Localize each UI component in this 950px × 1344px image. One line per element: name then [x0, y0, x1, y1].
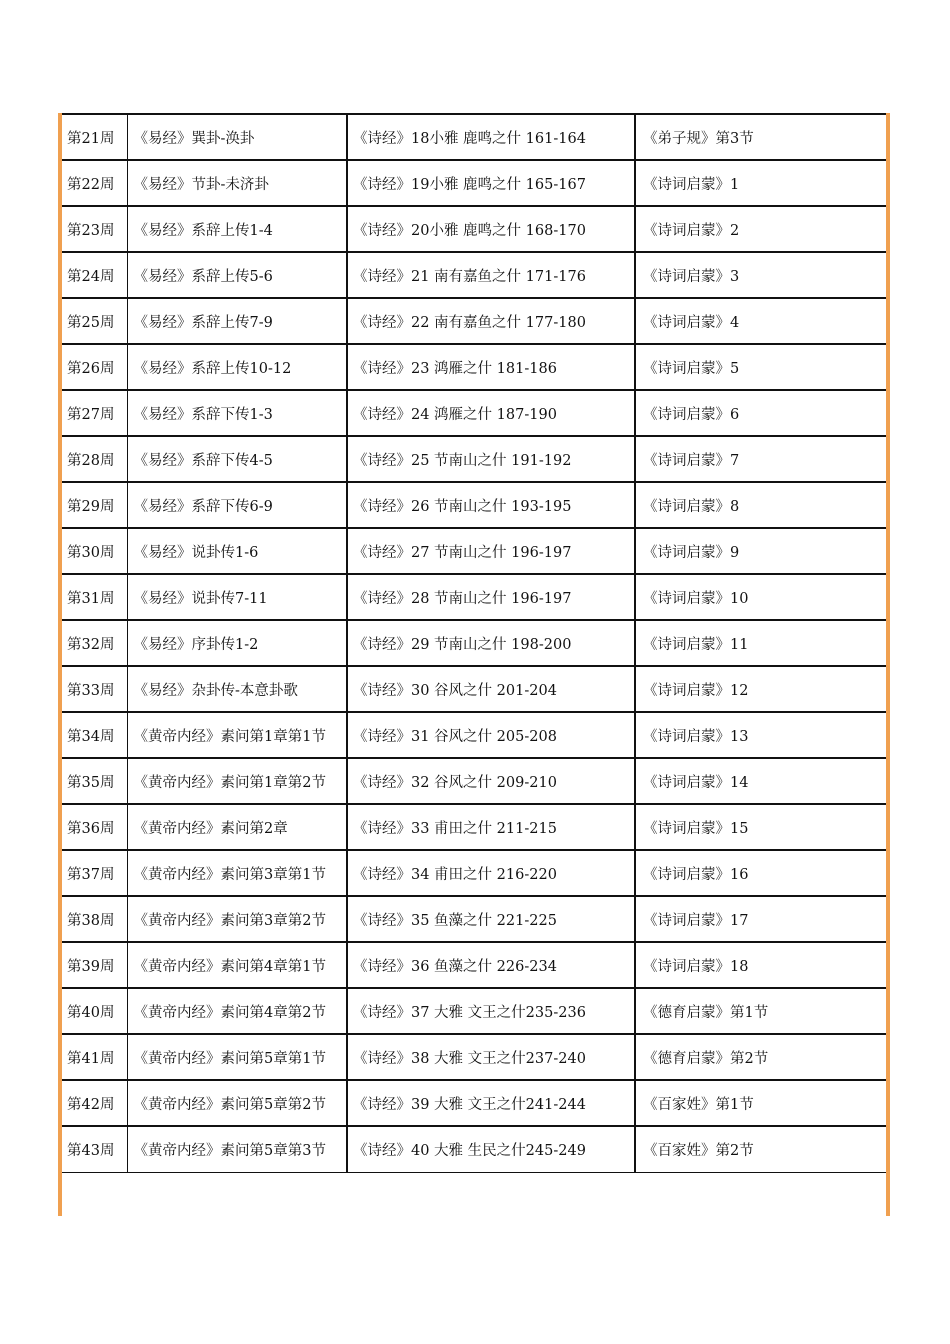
week-cell: 第31周 [62, 574, 127, 620]
enlightenment-reading-cell: 《诗词启蒙》13 [635, 712, 887, 758]
classic-reading-cell: 《黄帝内经》素问第2章 [127, 804, 347, 850]
week-cell: 第39周 [62, 942, 127, 988]
shijing-reading-cell: 《诗经》39 大雅 文王之什241-244 [347, 1080, 635, 1126]
table-row [62, 344, 887, 390]
enlightenment-reading-cell: 《诗词启蒙》8 [635, 482, 887, 528]
classic-reading-cell: 《黄帝内经》素问第3章第2节 [127, 896, 347, 942]
table-row [62, 206, 887, 252]
shijing-reading-cell: 《诗经》24 鸿雁之什 187-190 [347, 390, 635, 436]
shijing-reading-cell: 《诗经》23 鸿雁之什 181-186 [347, 344, 635, 390]
classic-reading-cell: 《易经》巽卦-涣卦 [127, 114, 347, 160]
enlightenment-reading-cell: 《诗词启蒙》16 [635, 850, 887, 896]
shijing-reading-cell: 《诗经》30 谷风之什 201-204 [347, 666, 635, 712]
enlightenment-reading-cell: 《诗词启蒙》10 [635, 574, 887, 620]
reading-schedule-table [62, 113, 887, 1173]
enlightenment-reading-cell: 《诗词启蒙》4 [635, 298, 887, 344]
week-cell: 第38周 [62, 896, 127, 942]
enlightenment-reading-cell: 《德育启蒙》第1节 [635, 988, 887, 1034]
table-row [62, 528, 887, 574]
classic-reading-cell: 《易经》系辞下传1-3 [127, 390, 347, 436]
week-cell: 第37周 [62, 850, 127, 896]
shijing-reading-cell: 《诗经》37 大雅 文王之什235-236 [347, 988, 635, 1034]
shijing-reading-cell: 《诗经》28 节南山之什 196-197 [347, 574, 635, 620]
week-cell: 第29周 [62, 482, 127, 528]
week-cell: 第33周 [62, 666, 127, 712]
enlightenment-reading-cell: 《诗词启蒙》6 [635, 390, 887, 436]
enlightenment-reading-cell: 《德育启蒙》第2节 [635, 1034, 887, 1080]
table-row [62, 988, 887, 1034]
week-cell: 第41周 [62, 1034, 127, 1080]
shijing-reading-cell: 《诗经》36 鱼藻之什 226-234 [347, 942, 635, 988]
shijing-reading-cell: 《诗经》31 谷风之什 205-208 [347, 712, 635, 758]
right-accent-bar [886, 113, 890, 1216]
table-row [62, 390, 887, 436]
classic-reading-cell: 《易经》系辞上传7-9 [127, 298, 347, 344]
week-cell: 第23周 [62, 206, 127, 252]
shijing-reading-cell: 《诗经》34 甫田之什 216-220 [347, 850, 635, 896]
enlightenment-reading-cell: 《诗词启蒙》5 [635, 344, 887, 390]
shijing-reading-cell: 《诗经》33 甫田之什 211-215 [347, 804, 635, 850]
table-row [62, 114, 887, 160]
week-cell: 第36周 [62, 804, 127, 850]
table-row [62, 574, 887, 620]
enlightenment-reading-cell: 《诗词启蒙》12 [635, 666, 887, 712]
classic-reading-cell: 《易经》系辞下传4-5 [127, 436, 347, 482]
table-row [62, 666, 887, 712]
week-cell: 第43周 [62, 1126, 127, 1172]
enlightenment-reading-cell: 《百家姓》第1节 [635, 1080, 887, 1126]
shijing-reading-cell: 《诗经》26 节南山之什 193-195 [347, 482, 635, 528]
table-row [62, 160, 887, 206]
table-row [62, 850, 887, 896]
enlightenment-reading-cell: 《诗词启蒙》9 [635, 528, 887, 574]
table-row [62, 1080, 887, 1126]
table-row [62, 482, 887, 528]
classic-reading-cell: 《易经》系辞上传10-12 [127, 344, 347, 390]
shijing-reading-cell: 《诗经》19小雅 鹿鸣之什 165-167 [347, 160, 635, 206]
classic-reading-cell: 《易经》杂卦传-本意卦歌 [127, 666, 347, 712]
table-row [62, 804, 887, 850]
shijing-reading-cell: 《诗经》27 节南山之什 196-197 [347, 528, 635, 574]
enlightenment-reading-cell: 《诗词启蒙》17 [635, 896, 887, 942]
schedule-sheet [58, 113, 890, 1216]
classic-reading-cell: 《黄帝内经》素问第3章第1节 [127, 850, 347, 896]
enlightenment-reading-cell: 《弟子规》第3节 [635, 114, 887, 160]
classic-reading-cell: 《黄帝内经》素问第1章第1节 [127, 712, 347, 758]
table-row [62, 620, 887, 666]
week-cell: 第32周 [62, 620, 127, 666]
week-cell: 第24周 [62, 252, 127, 298]
week-cell: 第22周 [62, 160, 127, 206]
table-row [62, 1034, 887, 1080]
classic-reading-cell: 《易经》说卦传1-6 [127, 528, 347, 574]
enlightenment-reading-cell: 《诗词启蒙》2 [635, 206, 887, 252]
classic-reading-cell: 《黄帝内经》素问第5章第2节 [127, 1080, 347, 1126]
classic-reading-cell: 《黄帝内经》素问第4章第1节 [127, 942, 347, 988]
enlightenment-reading-cell: 《诗词启蒙》1 [635, 160, 887, 206]
enlightenment-reading-cell: 《诗词启蒙》15 [635, 804, 887, 850]
shijing-reading-cell: 《诗经》18小雅 鹿鸣之什 161-164 [347, 114, 635, 160]
classic-reading-cell: 《黄帝内经》素问第5章第1节 [127, 1034, 347, 1080]
week-cell: 第34周 [62, 712, 127, 758]
classic-reading-cell: 《易经》序卦传1-2 [127, 620, 347, 666]
week-cell: 第28周 [62, 436, 127, 482]
classic-reading-cell: 《黄帝内经》素问第1章第2节 [127, 758, 347, 804]
table-row [62, 896, 887, 942]
shijing-reading-cell: 《诗经》22 南有嘉鱼之什 177-180 [347, 298, 635, 344]
enlightenment-reading-cell: 《诗词启蒙》14 [635, 758, 887, 804]
shijing-reading-cell: 《诗经》25 节南山之什 191-192 [347, 436, 635, 482]
table-row [62, 298, 887, 344]
shijing-reading-cell: 《诗经》21 南有嘉鱼之什 171-176 [347, 252, 635, 298]
shijing-reading-cell: 《诗经》29 节南山之什 198-200 [347, 620, 635, 666]
week-cell: 第25周 [62, 298, 127, 344]
table-row [62, 942, 887, 988]
table-row [62, 758, 887, 804]
enlightenment-reading-cell: 《诗词启蒙》7 [635, 436, 887, 482]
week-cell: 第21周 [62, 114, 127, 160]
enlightenment-reading-cell: 《百家姓》第2节 [635, 1126, 887, 1172]
table-row [62, 436, 887, 482]
table-row [62, 1126, 887, 1172]
table-row [62, 712, 887, 758]
classic-reading-cell: 《易经》系辞上传5-6 [127, 252, 347, 298]
week-cell: 第42周 [62, 1080, 127, 1126]
week-cell: 第30周 [62, 528, 127, 574]
enlightenment-reading-cell: 《诗词启蒙》11 [635, 620, 887, 666]
week-cell: 第27周 [62, 390, 127, 436]
week-cell: 第35周 [62, 758, 127, 804]
table-row [62, 252, 887, 298]
classic-reading-cell: 《易经》系辞上传1-4 [127, 206, 347, 252]
week-cell: 第26周 [62, 344, 127, 390]
enlightenment-reading-cell: 《诗词启蒙》18 [635, 942, 887, 988]
schedule-body [62, 114, 887, 1172]
enlightenment-reading-cell: 《诗词启蒙》3 [635, 252, 887, 298]
shijing-reading-cell: 《诗经》20小雅 鹿鸣之什 168-170 [347, 206, 635, 252]
classic-reading-cell: 《易经》系辞下传6-9 [127, 482, 347, 528]
classic-reading-cell: 《黄帝内经》素问第4章第2节 [127, 988, 347, 1034]
shijing-reading-cell: 《诗经》35 鱼藻之什 221-225 [347, 896, 635, 942]
classic-reading-cell: 《易经》节卦-未济卦 [127, 160, 347, 206]
classic-reading-cell: 《易经》说卦传7-11 [127, 574, 347, 620]
shijing-reading-cell: 《诗经》38 大雅 文王之什237-240 [347, 1034, 635, 1080]
shijing-reading-cell: 《诗经》32 谷风之什 209-210 [347, 758, 635, 804]
shijing-reading-cell: 《诗经》40 大雅 生民之什245-249 [347, 1126, 635, 1172]
week-cell: 第40周 [62, 988, 127, 1034]
classic-reading-cell: 《黄帝内经》素问第5章第3节 [127, 1126, 347, 1172]
